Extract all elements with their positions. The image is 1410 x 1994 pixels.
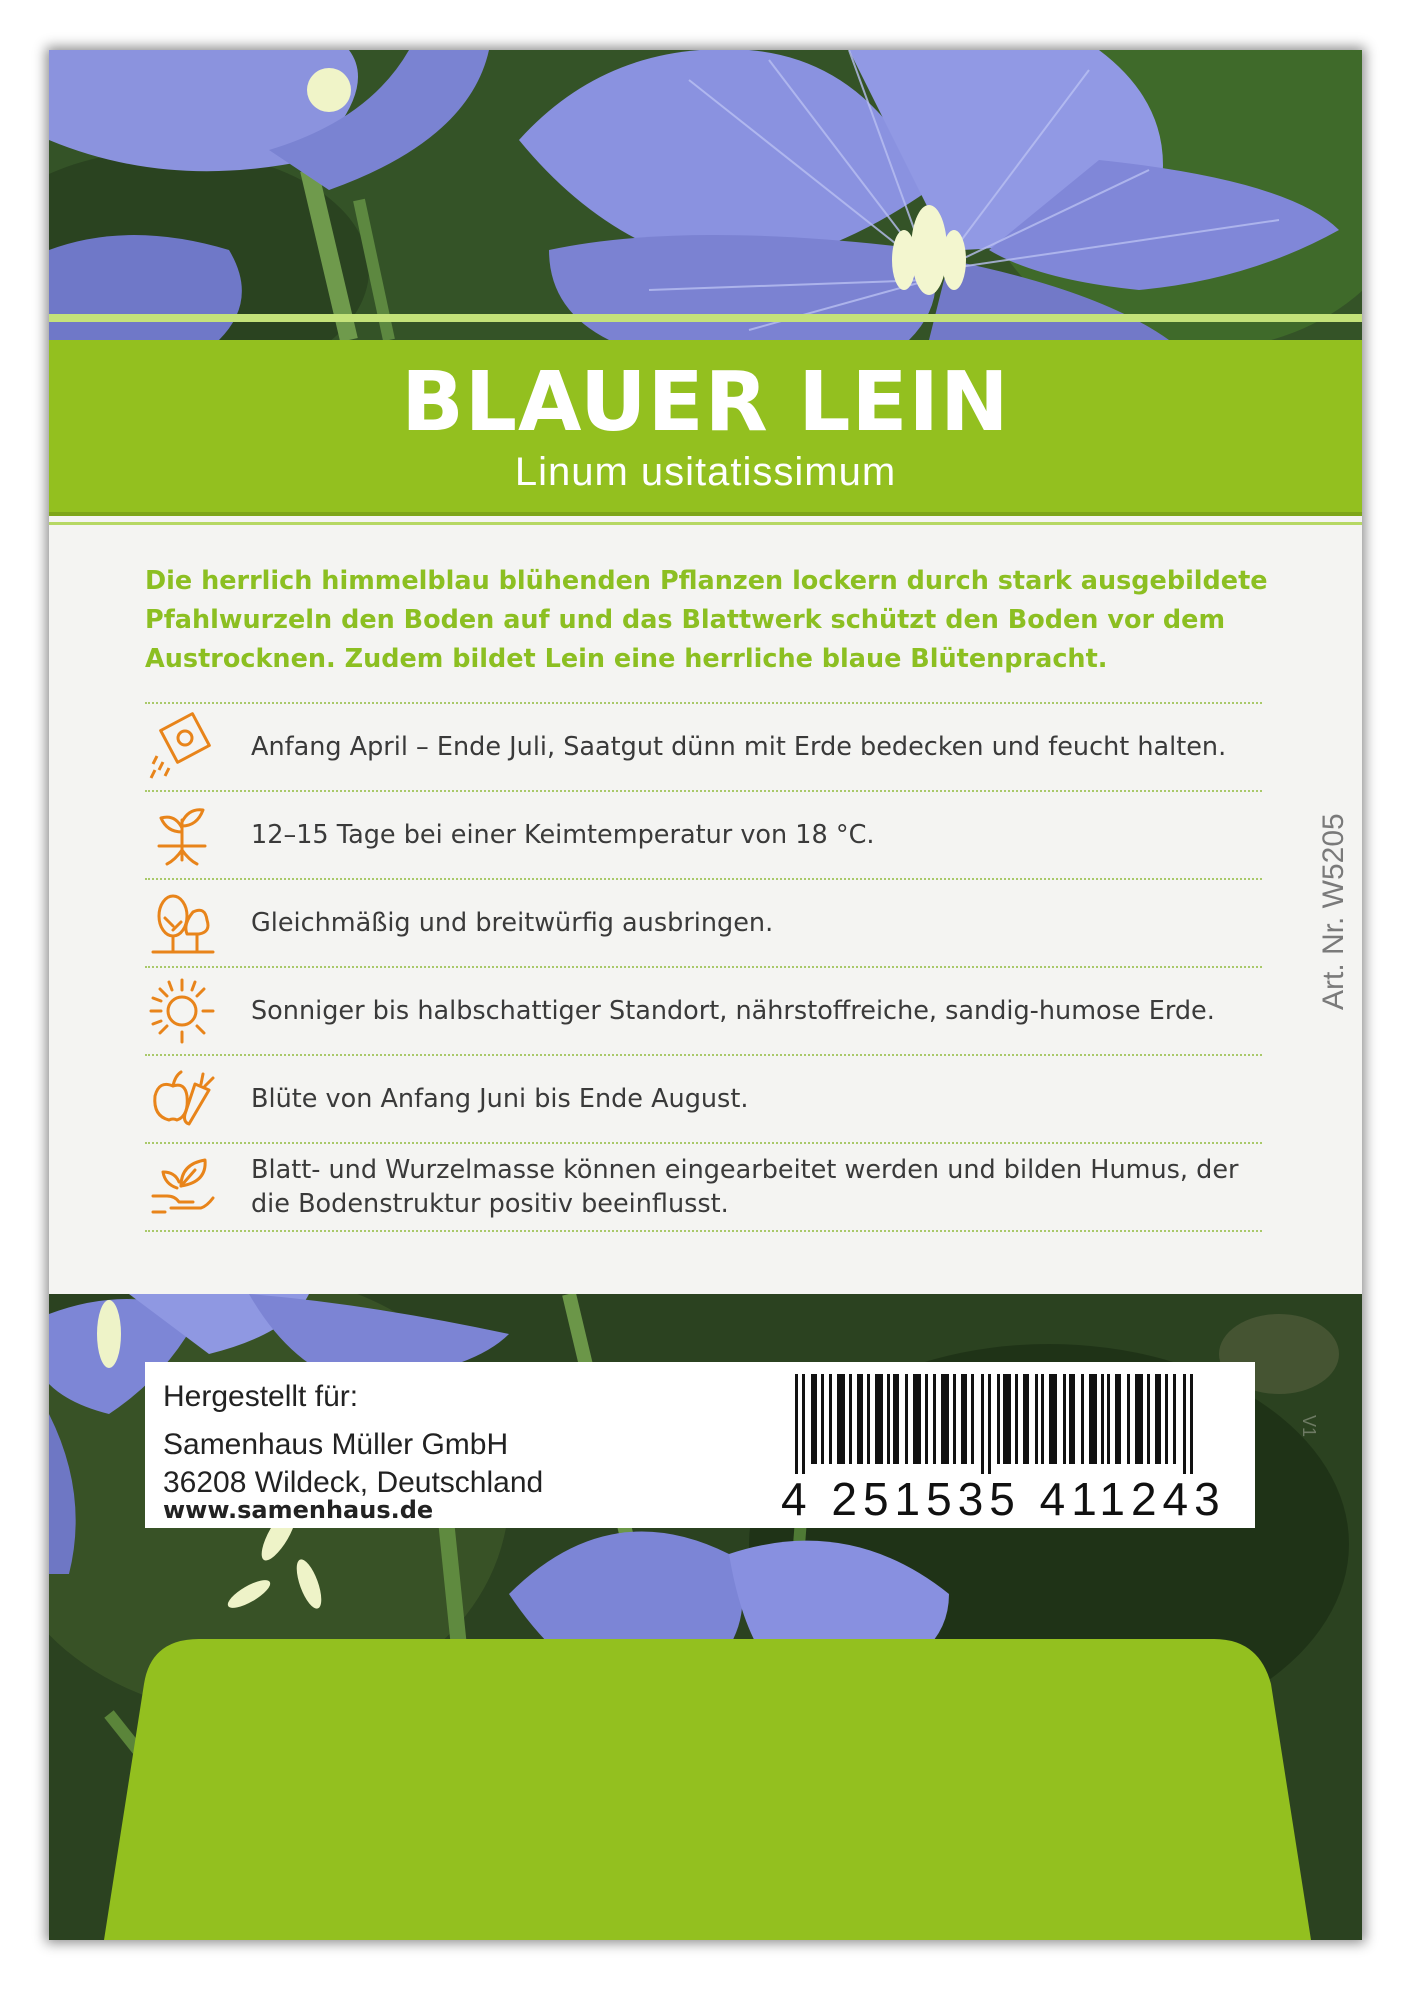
manufacturer-website[interactable]: www.samenhaus.de [163, 1496, 434, 1524]
info-row-spacing [145, 878, 1262, 966]
info-text: Blüte von Anfang Juni bis Ende August. [251, 1084, 749, 1114]
info-text: Gleichmäßig und breitwürfig ausbringen. [251, 908, 774, 938]
info-row-location [145, 966, 1262, 1054]
manufacturer-label [145, 1362, 1255, 1528]
intro-text: Die herrlich himmelblau blühenden Pflanzen lockern durch stark ausgebildete Pfahlwurzeln den Boden auf und das Blattwerk schützt den Boden vor dem Austrocknen. Zudem bildet Lein eine herrliche blaue Blütenpracht. [145, 566, 1268, 674]
barcode-number: 4 251535 411243 [781, 1473, 1226, 1525]
manufacturer-heading: Hergestellt für: [163, 1380, 359, 1413]
info-row-sowing [145, 702, 1262, 790]
sun-icon [145, 974, 219, 1048]
article-number: Art. Nr. W5205 [1317, 813, 1350, 1010]
seed-packet-icon [145, 710, 219, 784]
top-accent-stripe [49, 314, 1362, 322]
latin-name: Linum usitatissimum [514, 450, 897, 494]
hand-leaf-icon [145, 1150, 219, 1224]
band-divider [49, 512, 1362, 516]
product-title: BLAUER LEIN [401, 355, 1010, 450]
info-text: Anfang April – Ende Juli, Saatgut dünn mit Erde bedecken und feucht halten. [251, 732, 1227, 762]
fruit-vegetable-icon [145, 1062, 219, 1136]
cultivation-info-list [145, 702, 1262, 1232]
info-row-germination [145, 790, 1262, 878]
info-text: 12–15 Tage bei einer Keimtemperatur von 18 °C. [251, 820, 875, 850]
flower-photo-top [49, 50, 1362, 340]
version-mark: V1 [1299, 1415, 1319, 1438]
info-row-humus [145, 1142, 1262, 1232]
info-row-bloom [145, 1054, 1262, 1142]
seedling-icon [145, 798, 219, 872]
barcode [785, 1374, 1225, 1474]
manufacturer-name: Samenhaus Müller GmbH [163, 1428, 509, 1461]
seed-packet [49, 50, 1362, 1940]
band-divider-light [49, 522, 1362, 525]
info-text: Blatt- und Wurzelmasse können eingearbeitet werden und bilden Humus, der die Bodenstruktur positiv beeinflusst. [251, 1155, 1239, 1219]
trees-icon [145, 886, 219, 960]
manufacturer-address: 36208 Wildeck, Deutschland [163, 1466, 544, 1499]
info-text: Sonniger bis halbschattiger Standort, nährstoffreiche, sandig-humose Erde. [251, 996, 1215, 1026]
